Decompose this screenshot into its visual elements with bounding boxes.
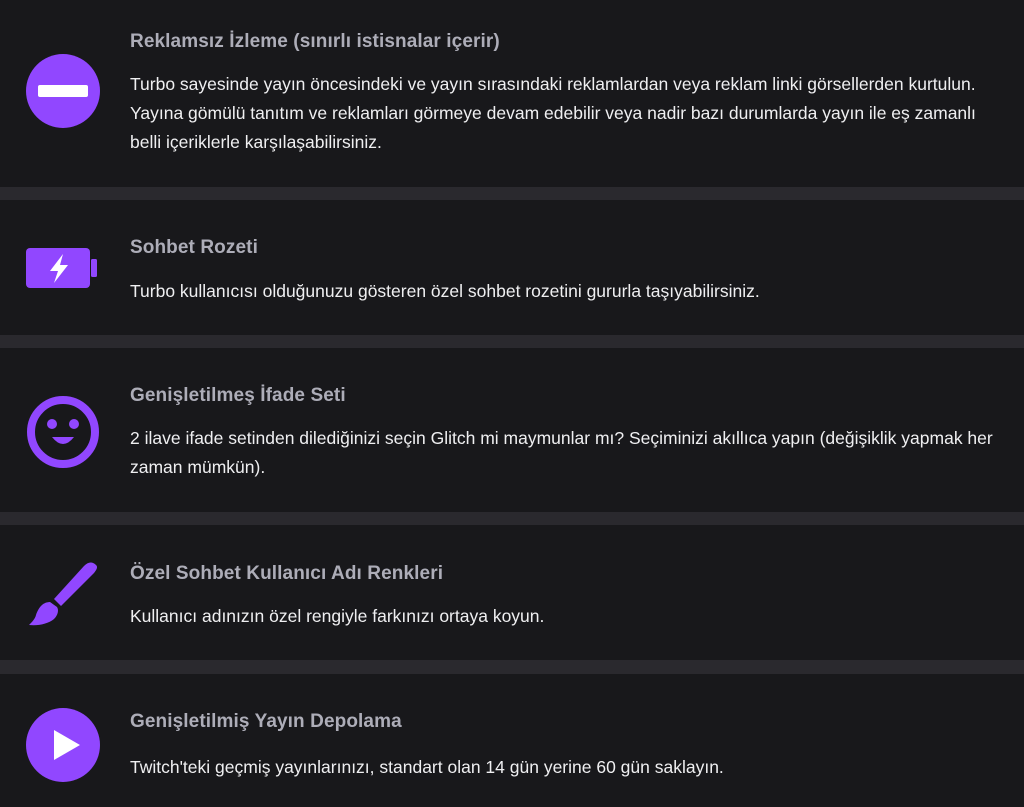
- play-icon: [26, 708, 100, 782]
- feature-description: Turbo sayesinde yayın öncesindeki ve yayın sırasındaki reklamlardan veya reklam linki görsellerden kurtulun. Yayına gömülü tanıtım ve reklamları görmeye devam edebilir veya nadir bazı durumlarda yayın ile eş zamanlı belli içeriklerle karşılaşabilirsiniz.: [130, 74, 976, 152]
- feature-card-ad-free: [0, 0, 1024, 187]
- feature-title: Özel Sohbet Kullanıcı Adı Renkleri: [130, 563, 444, 584]
- paintbrush-icon: [26, 557, 100, 631]
- battery-bolt-icon: [26, 231, 100, 305]
- feature-description: Turbo kullanıcısı olduğunuzu gösteren özel sohbet rozetini gururla taşıyabilirsiniz.: [130, 281, 760, 301]
- feature-title: Genişletilmeş İfade Seti: [130, 385, 346, 406]
- feature-card-username-colors: [0, 525, 1024, 660]
- feature-card-chat-badge: [0, 200, 1024, 335]
- feature-title: Genişletilmiş Yayın Depolama: [130, 711, 402, 732]
- feature-description: 2 ilave ifade setinden dilediğinizi seçin Glitch mi maymunlar mı? Seçiminizi akıllıca yapın (değişiklik yapmak her zaman mümkün).: [130, 428, 993, 477]
- feature-card-emote-set: [0, 348, 1024, 512]
- smiley-face-icon: [26, 395, 100, 469]
- ad-free-icon: [26, 54, 100, 128]
- feature-title: Sohbet Rozeti: [130, 237, 258, 258]
- feature-description: Twitch'teki geçmiş yayınlarınızı, standart olan 14 gün yerine 60 gün saklayın.: [130, 757, 724, 777]
- feature-card-vod-storage: [0, 674, 1024, 807]
- feature-title: Reklamsız İzleme (sınırlı istisnalar içerir): [130, 31, 500, 52]
- feature-description: Kullanıcı adınızın özel rengiyle farkınızı ortaya koyun.: [130, 606, 545, 626]
